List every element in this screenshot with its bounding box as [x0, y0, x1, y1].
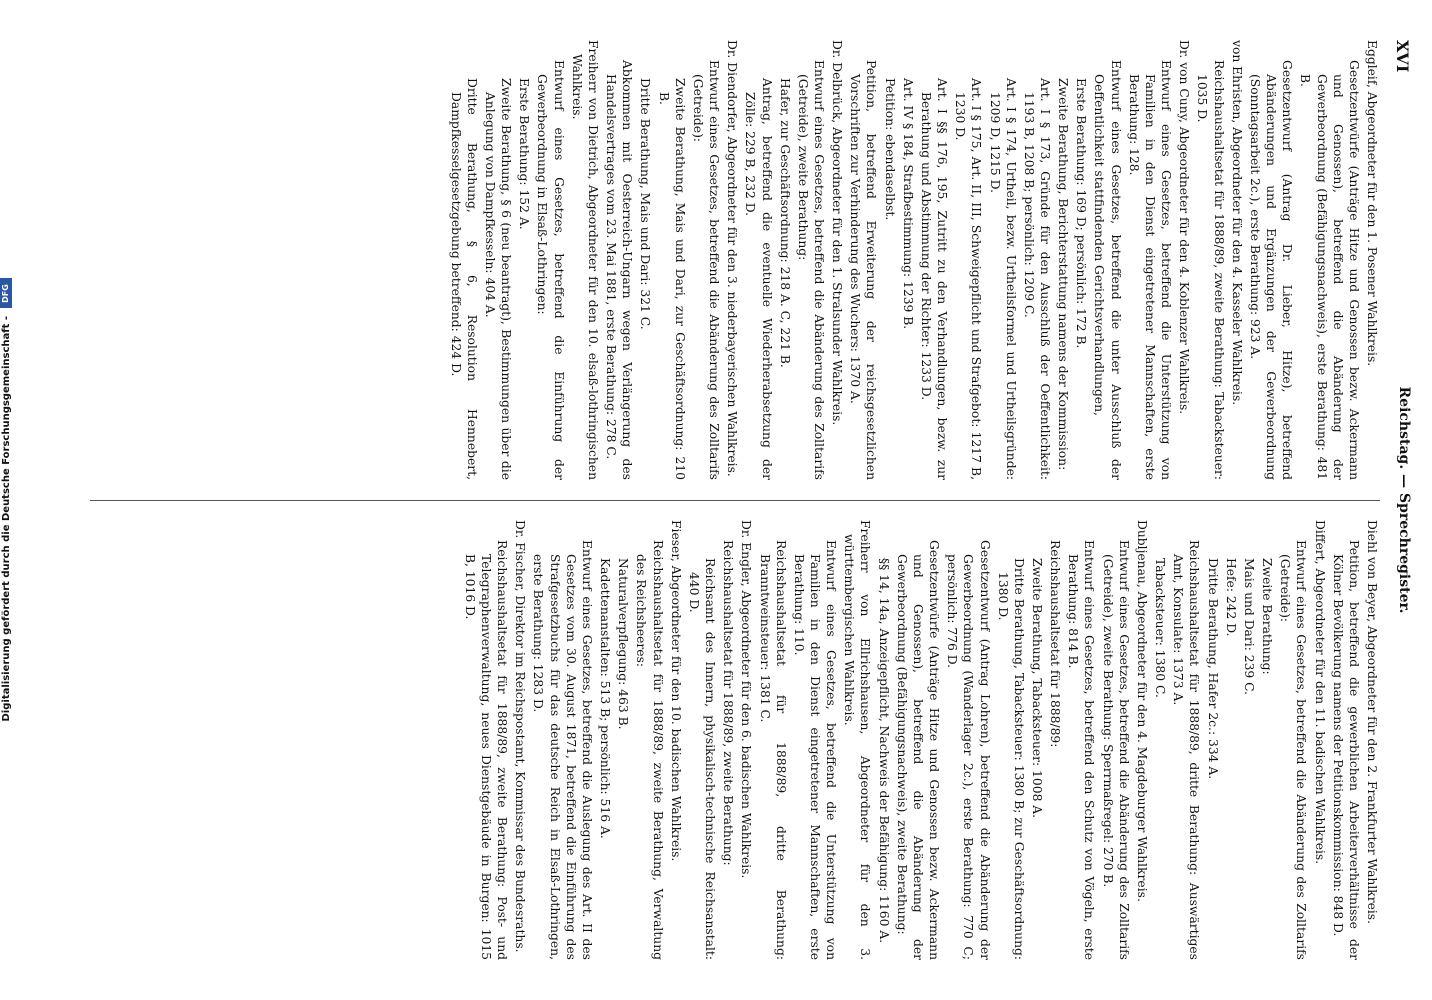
index-line: Entwurf eines Gesetzes, betreffend die Einführung der Gewerbeordnung in Elsaß-Lothringen: [535, 60, 566, 480]
speaker-entry: Freiherr von Dietrich, Abgeordneter für den 10. elsaß-lothringischen Wahlkreis. [569, 40, 600, 480]
index-line: Zweite Berathung: [1260, 558, 1275, 675]
index-line: Art. IV § 184, Strafbestimmung: 1239 B. [900, 78, 915, 330]
speaker-entry: Dr. Engler, Abgeordneter für den 6. badischen Wahlkreis. [739, 520, 754, 879]
index-line: Entwurf eines Gesetzes, betreffend die unter Ausschluß der Oeffentlichkeit stattfindenden Gerichtsverhandlungen, [1092, 60, 1123, 480]
footer [0, 0, 18, 1000]
index-line: Entwurf eines Gesetzes, betreffend den Schutz von Vögeln, erste Berathung: 814 B. [1066, 540, 1097, 960]
index-line: Tabacksteuer: 1380 C. [1153, 558, 1168, 698]
index-line: Zweite Berathung, § 6 (neu beantragt), Bestimmungen über die Anlegung von Dampfkesseln: 404 A. [483, 78, 514, 480]
index-line: Entwurf eines Gesetzes, betreffend die Abänderung des Zolltarifs (Getreide): [1278, 540, 1309, 960]
speaker-entry: Dr. von Cuny, Abgeordneter für den 4. Koblenzer Wahlkreis. [1177, 40, 1192, 415]
page-number: XVI [1393, 40, 1412, 73]
index-line: Hefe: 242 D. [1223, 558, 1238, 637]
speaker-entry: von Ehristen, Abgeordneter für den 4. Kasseler Wahlkreis. [1229, 40, 1244, 406]
index-line: Mais und Dari: 239 C. [1241, 558, 1256, 696]
index-line: Entwurf eines Gesetzes, betreffend die Auslegung des Art. II des Gesetzes vom 30. August 1871, betreffend die Einführung des Strafgesetzbuchs für das deutsche Reich in Elsaß-Lothringen, erste Berathung: 1283 D. [531, 540, 594, 960]
right-column [90, 520, 1380, 960]
index-line: Entwurf eines Gesetzes, betreffend die Unterstützung von Familien in den Dienst eingetretener Mannschaften, erste Berathung: 110. [791, 540, 839, 960]
index-line: Dritte Berathung, Tabacksteuer: 1380 B; zur Geschäftsordnung: 1380 D. [995, 558, 1026, 960]
index-line: Entwurf eines Gesetzes, betreffend die Abänderung des Zolltarifs (Getreide), zweite Berathung: Sperrmaßregel: 270 B. [1100, 540, 1131, 960]
index-line: Petition: ebendaselbst. [882, 78, 897, 221]
speaker-entry: Freiherr von Ellrichshausen, Abgeordneter für den 3. württembergischen Wahlkreis. [842, 520, 873, 960]
index-line: Zweite Berathung, Mais und Dari, zur Geschäftsordnung: 210 B. [656, 78, 687, 480]
footer-text: Digitalisierung gefördert durch die Deutsche Forschungsgemeinschaft - [1, 315, 12, 722]
index-line: Zweite Berathung, Tabacksteuer: 1008 A. [1030, 558, 1045, 819]
index-line: Reichsamt des Innern, physikalisch-technische Reichsanstalt: 440 D. [686, 558, 718, 960]
speaker-entry: Diehl von Beyer, Abgeordneter für den 2. Frankfurter Wahlkreis. [1365, 520, 1379, 925]
index-line: Reichshaushaltsetat für 1888/89, zweite Berathung: Tabacksteuer: 1035 D. [1195, 60, 1226, 480]
index-line: Art. I § 174, Urtheil, bezw. Urtheilsformel und Urtheilsgründe: 1209 D, 1215 D. [987, 78, 1018, 480]
index-line: Zweite Berathung, Berichterstattung namens der Kommission: [1056, 78, 1071, 471]
index-line: Hafer, zur Geschäftsordnung: 218 A. C, 221 B. [777, 78, 792, 368]
speaker-entry: Dubljenau, Abgeordneter für den 4. Magdeburger Wahlkreis. [1134, 520, 1149, 902]
speaker-entry: Differt, Abgeordneter für den 11. badischen Wahlkreis. [1312, 520, 1327, 865]
index-line: §§ 14, 14a, Anzeigepflicht, Nachweis der Befähigung: 1160 A. [876, 558, 891, 944]
index-line: Reichshaushaltsetat für 1888/89, zweite Berathung: [721, 540, 736, 866]
index-line: Art. I § 173, Gründe für den Ausschluß der Oeffentlichkeit: 1193 B, 1208 B; persönlich: 1209 C. [1021, 78, 1053, 480]
index-line: Abkommen mit Oesterreich-Ungarn wegen Verlängerung des Handelsvertrages vom 23. Mai 1881, erste Berathung: 278 C. [604, 60, 635, 480]
index-line: Entwurf eines Gesetzes, betreffend die Abänderung des Zolltarifs (Getreide): [690, 60, 722, 480]
dfg-logo: DFG [0, 279, 12, 309]
column-rule [90, 500, 1380, 501]
speaker-entry: Dr. Diendorfer, Abgeordneter für den 3. niederbayerischen Wahlkreis. [725, 40, 740, 477]
index-line: Dritte Berathung, § 6, Resolution Hennebert, Dampfkesselgesetzgebung betreffend: 424 D. [448, 78, 479, 480]
index-line: Dritte Berathung, Hafer 2c.: 334 A. [1205, 558, 1220, 780]
index-line: Reichshaushaltsetat für 1888/89, dritte Berathung: Auswärtiges Amt, Konsulate: 1373 A. [1171, 540, 1202, 960]
index-line: Gesetzentwurf (Antrag Dr. Lieber, Hitze), betreffend Abänderungen und Ergänzungen der Gewerbeordnung (Sonntagsarbeit 2c.), erste Berathung: 923 A. [1247, 60, 1295, 480]
index-line: Erste Berathung: 152 A. [517, 78, 532, 230]
index-line: Petition, betreffend Erweiterung der reichsgesetzlichen Vorschriften zur Verhinderung des Wuchers: 1370 A. [848, 60, 879, 480]
index-line: Reichshaushaltsetat für 1888/89, zweite Berathung: Post- und Telegraphenverwaltung, neues Dienstgebäude in Burgen: 1015 B, 1016 D. [462, 540, 510, 960]
index-line: Reichshaushaltsetat für 1888/89, zweite Berathung, Verwaltung des Reichsheeres: [634, 540, 665, 960]
speaker-entry: Dr. Fischer, Direktor im Reichspostamt, Kommissar des Bundesraths. [513, 520, 528, 953]
index-line: Kadettenanstalten: 513 B; persönlich: 516 A. [598, 558, 613, 839]
speaker-entry: Fieser, Abgeordneter für den 10. badischen Wahlkreis. [668, 520, 683, 862]
index-line: Dritte Berathung, Mais und Dari: 321 C. [638, 78, 653, 330]
index-line: Entwurf eines Gesetzes, betreffend die Unterstützung von Familien in den Dienst eingetretener Mannschaften, erste Berathung: 128. [1126, 60, 1174, 480]
index-line: Gesetzentwurf (Antrag Lohren), betreffend die Abänderung der Gewerbeordnung (Wanderlager 2c.), erste Berathung: 770 C; persönlich: 776 D. [945, 540, 992, 960]
index-line: Entwurf eines Gesetzes, betreffend die Abänderung des Zolltarifs (Getreide), zweite Berathung: [795, 60, 826, 480]
index-line: Art. I §§ 176, 195, Zutritt zu den Verhandlungen, bezw. zur Berathung und Abstimmung der Richter: 1233 D. [918, 78, 950, 480]
index-line: Erste Berathung: 169 D; persönlich: 172 B. [1074, 78, 1089, 349]
index-line: Gesetzentwürfe (Anträge Hitze und Genossen bezw. Ackermann und Genossen), betreffend die Abänderung der Gewerbeordnung (Befähigungsnachweis), zweite Berathung: [894, 540, 942, 960]
index-line: Reichshaushaltsetat für 1888/89: [1048, 540, 1063, 748]
index-line: Antrag, betreffend die eventuelle Wiederherabsetzung der Zölle: 229 B, 232 D. [743, 78, 774, 480]
left-column [90, 40, 1380, 480]
index-line: Art. I § 175, Art. II, III, Schweigepflicht und Strafgebot: 1217 B, 1230 D. [953, 78, 984, 480]
index-line: Gesetzentwürfe (Anträge Hitze und Genossen bezw. Ackermann und Genossen), betreffend die Abänderung der Gewerbeordnung (Befähigungsnachweis), erste Berathung: 481 B. [1298, 60, 1361, 480]
speaker-entry: Eggleif, Abgeordneter für den 1. Posener Wahlkreis. [1365, 40, 1379, 367]
running-head: Reichstag. — Sprechregister. [1396, 386, 1412, 614]
index-line: Reichshaushaltsetat für 1888/89, dritte Berathung: Branntweinsteuer: 1381 C. [757, 540, 788, 960]
page-header [1388, 40, 1412, 960]
index-line: Naturalverpflegung: 463 B. [616, 558, 631, 730]
index-line: Petition, betreffend die gewerblichen Arbeiterverhältnisse der Kölner Bevölkerung namens der Petitionskommission: 848 D. [1330, 540, 1361, 960]
speaker-entry: Dr. Delbrück, Abgeordneter für den 1. Stralsunder Wahlkreis. [830, 40, 845, 426]
